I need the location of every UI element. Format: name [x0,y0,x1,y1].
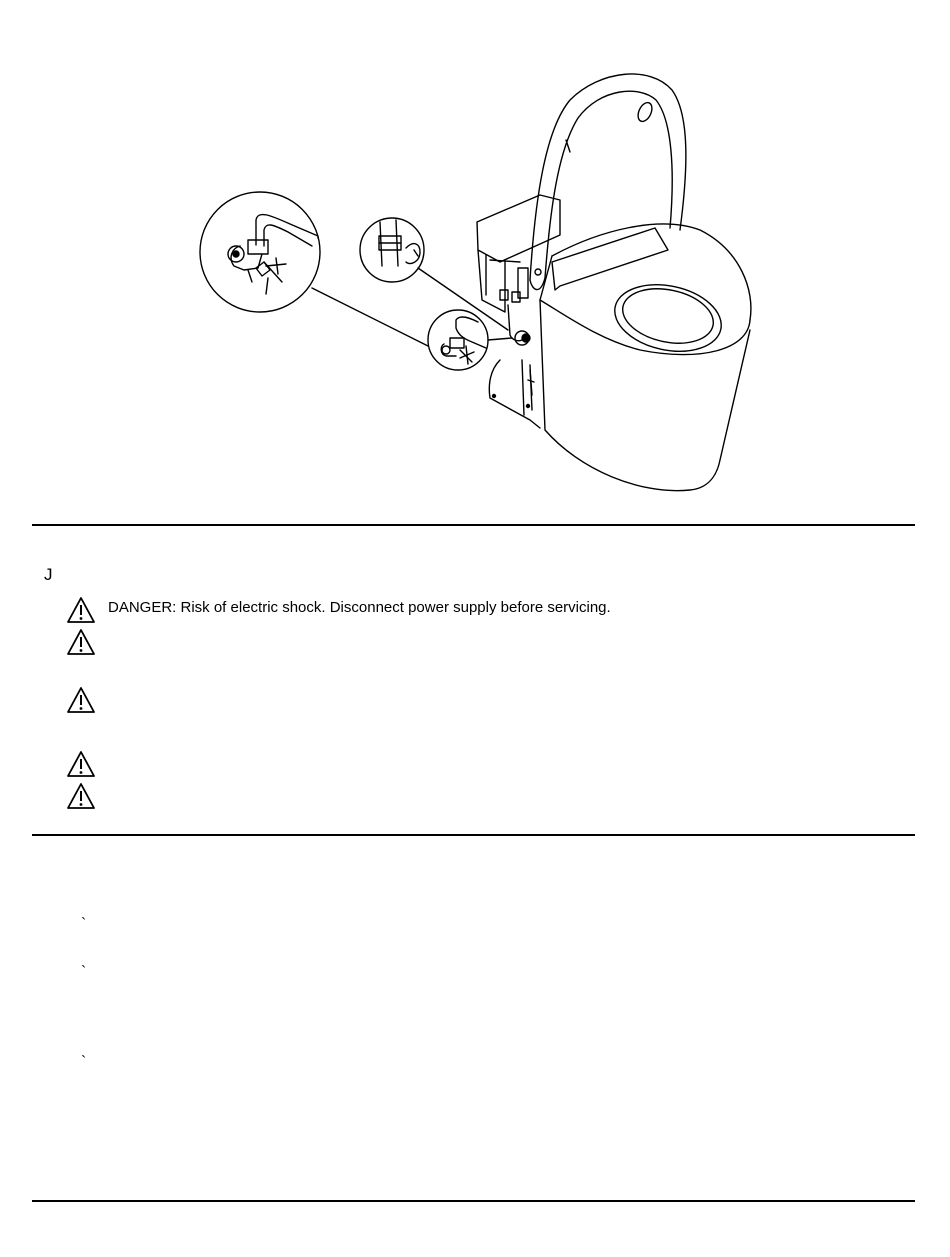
divider-bottom [32,1200,915,1202]
step-marker: ` [81,1054,87,1071]
warning-triangle-icon [66,782,96,810]
toilet-installation-illustration [0,0,950,520]
step-marker: ` [81,916,87,933]
step-marker: ` [81,964,87,981]
section-letter: J [44,565,53,584]
warning-triangle-icon [66,750,96,778]
toilet-body [477,74,751,491]
warning-triangle-icon [66,628,96,656]
valve-detail-callout-large [200,192,428,346]
warning-triangle-icon [66,686,96,714]
divider-middle [32,834,915,836]
warning-text: DANGER: Risk of electric shock. Disconnect power supply before servicing. [108,599,611,616]
warning-triangle-icon [66,596,96,624]
divider-top [32,524,915,526]
